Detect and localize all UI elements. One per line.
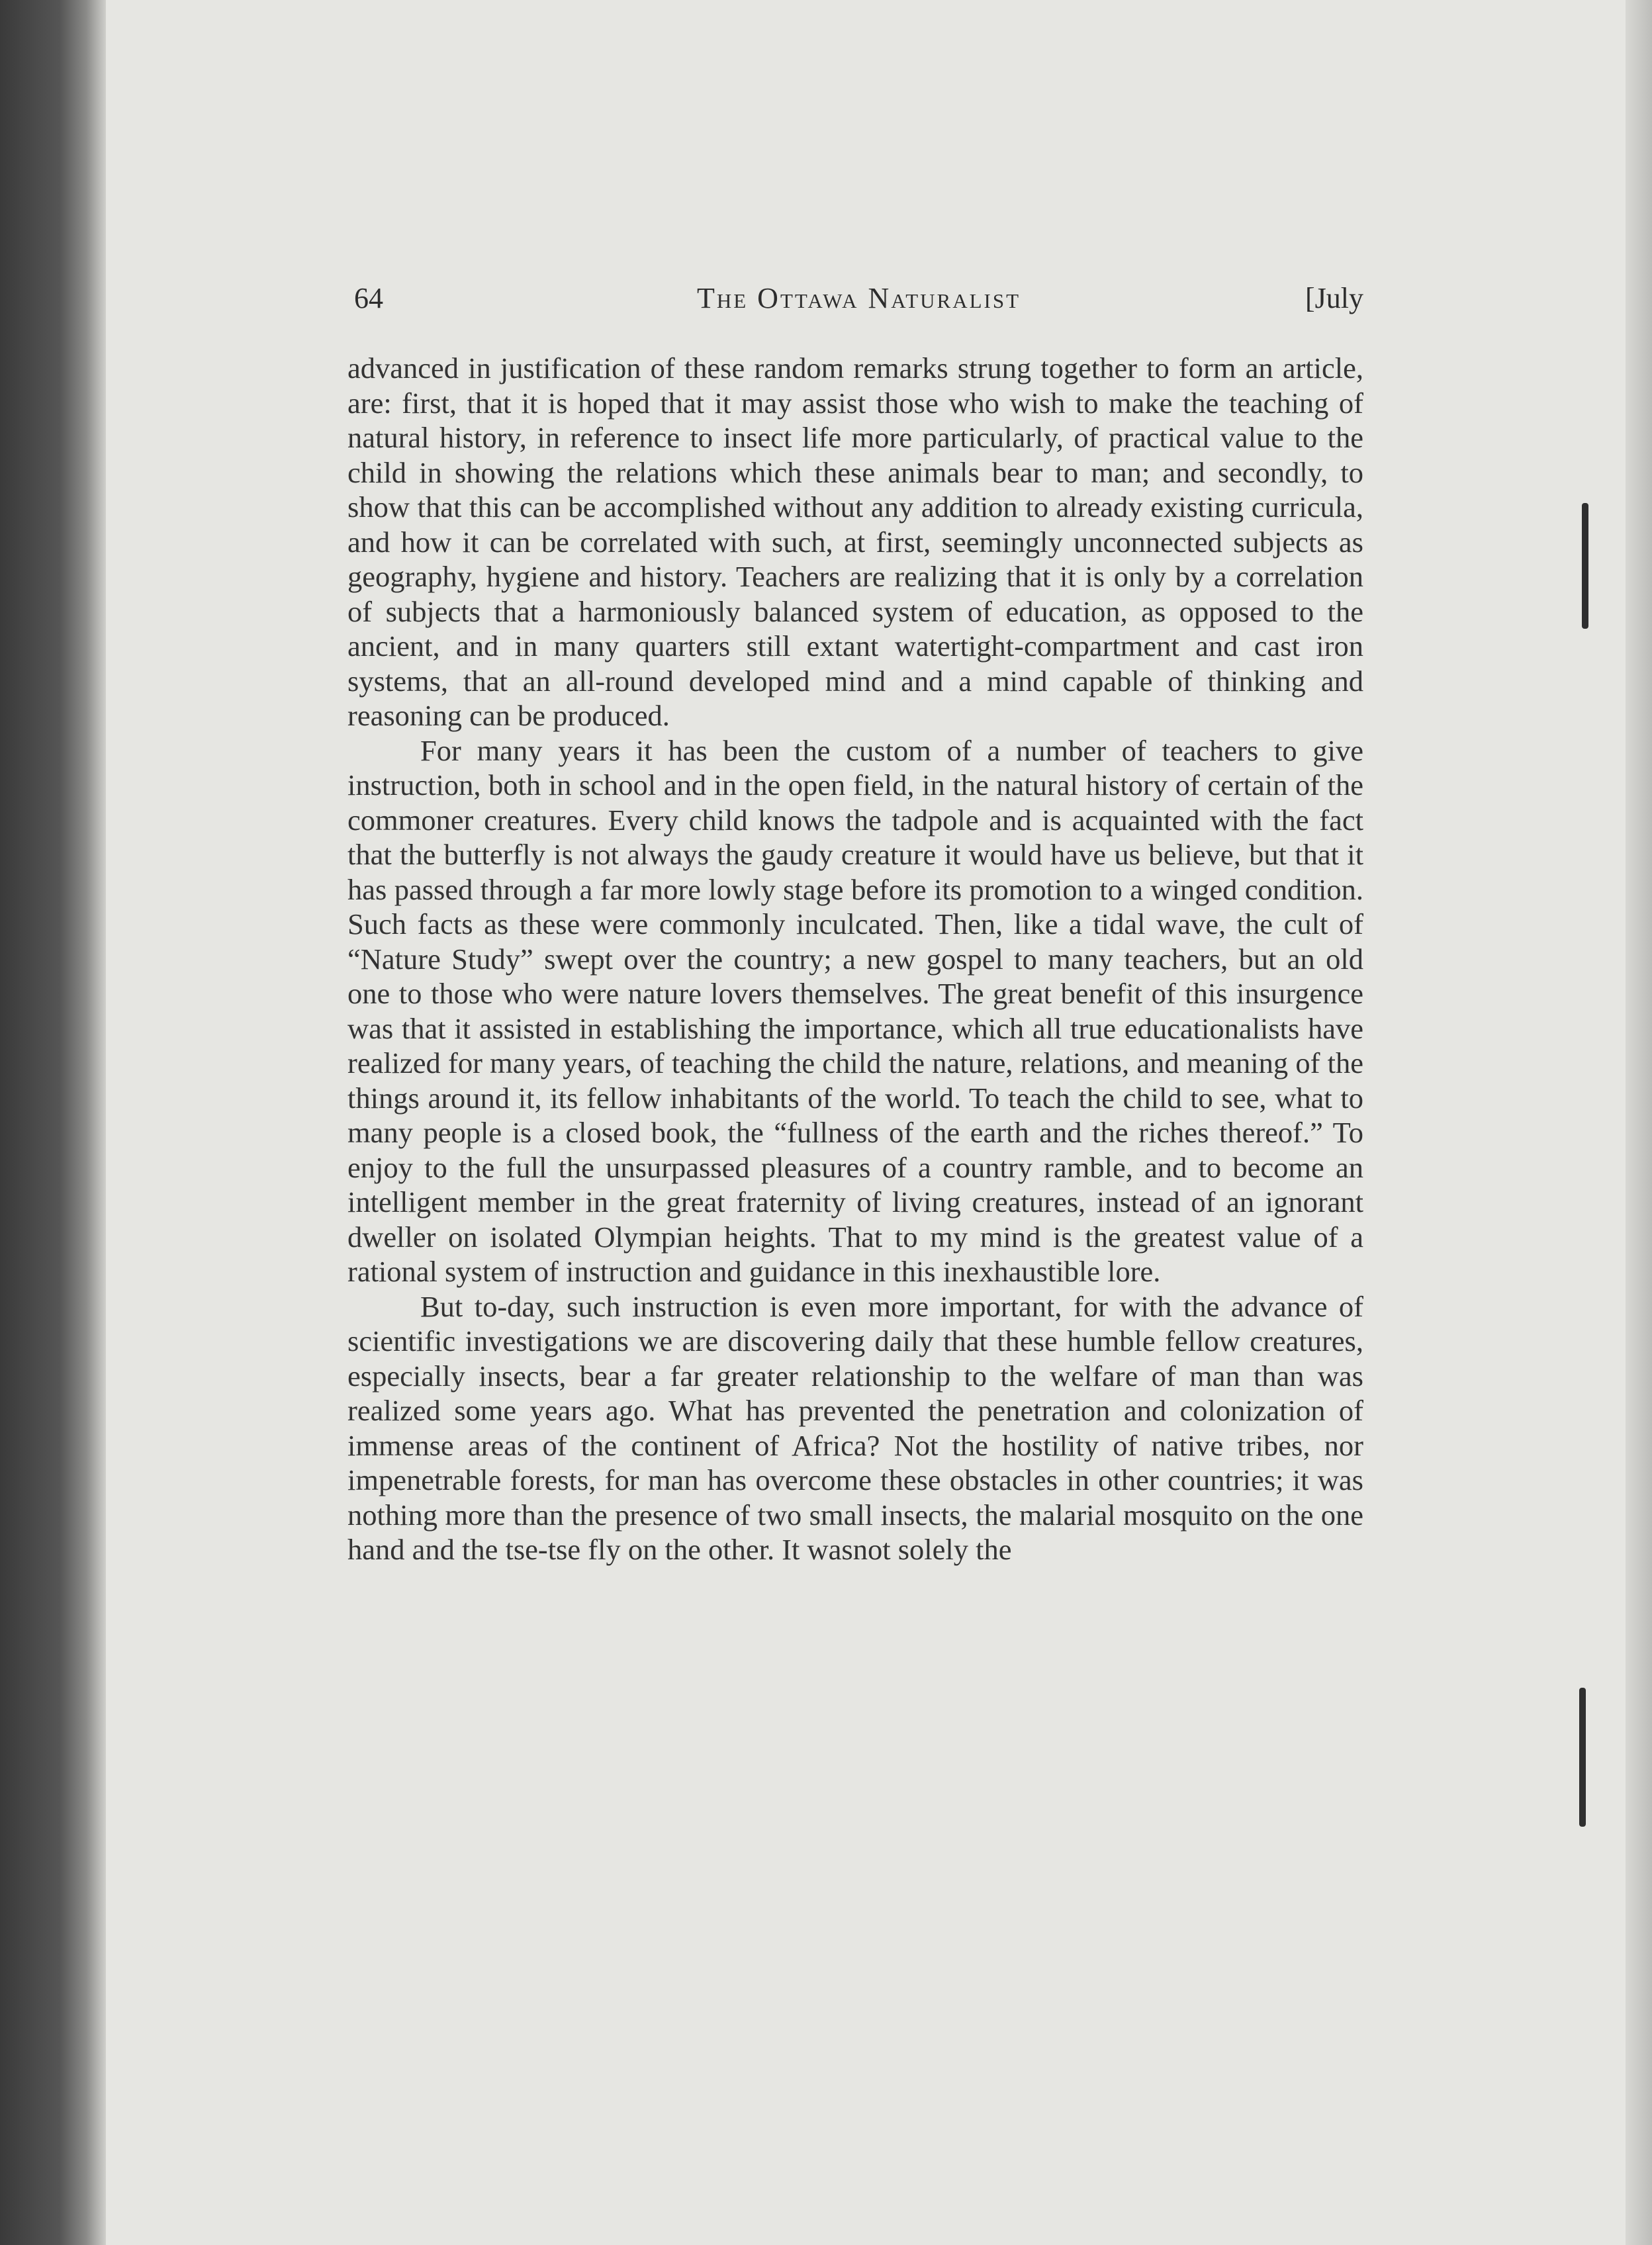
- running-head: [354, 281, 1363, 328]
- page-edge: [1626, 0, 1652, 2245]
- page-number: 64: [354, 282, 383, 314]
- paragraph: advanced in justification of these random remarks strung together to form an article, are: first, that it is hoped that it may assist those who wish to make the teaching of natural history, in reference to insect life more particularly, of practical value to the child in showing the relations which these animals bear to man; and secondly, to show that this can be accomplished without any addition to already existing curricula, and how it can be correlated with such, at first, seemingly unconnected subjects as geography, hygiene and history. Teachers are realizing that it is only by a correlation of subjects that a harmoniously balanced system of education, as opposed to the ancient, and in many quarters still extant watertight-compartment and cast iron systems, that an all-round developed mind and a mind capable of thinking and reasoning can be produced.: [347, 351, 1363, 732]
- paragraph: For many years it has been the custom of a number of teachers to give instruction, both in school and in the open field, in the natural history of certain of the commoner creatures. Every child knows the tadpole and is acquainted with the fact that the butterfly is not always the gaudy creature it would have us believe, but that it has passed through a far more lowly stage before its promotion to a winged condition. Such facts as these were commonly inculcated. Then, like a tidal wave, the cult of “Nature Study” swept over the country; a new gospel to many teachers, but an old one to those who were nature lovers themselves. The great benefit of this insurgence was that it assisted in establishing the importance, which all true educationalists have realized for many years, of teaching the child the nature, relations, and meaning of the things around it, its fellow inhabitants of the world. To teach the child to see, what to many people is a closed book, the “fullness of the earth and the riches thereof.” To enjoy to the full the unsurpassed pleasures of a country ramble, and to become an intelligent member in the great fraternity of living creatures, instead of an ignorant dweller on isolated Olympian heights. That to my mind is the greatest value of a rational system of instruction and guidance in this inexhaustible lore.: [347, 733, 1363, 1288]
- issue-month: [July: [1305, 282, 1363, 314]
- binding-mark: [1579, 1688, 1586, 1827]
- journal-title: The Ottawa Naturalist: [696, 282, 1021, 314]
- article-body: [347, 351, 1363, 1567]
- binding-mark: [1582, 503, 1588, 629]
- book-gutter-shadow: [0, 0, 106, 2245]
- paragraph: But to-day, such instruction is even more important, for with the advance of scientific investigations we are discovering daily that these humble fellow creatures, especially insects, bear a far greater relationship to the welfare of man than was realized some years ago. What has prevented the penetration and colonization of immense areas of the continent of Africa? Not the hostility of native tribes, nor impenetrable forests, for man has overcome these obstacles in other countries; it was nothing more than the presence of two small insects, the malarial mosquito on the one hand and the tse-tse fly on the other. It wasnot solely the: [347, 1289, 1363, 1566]
